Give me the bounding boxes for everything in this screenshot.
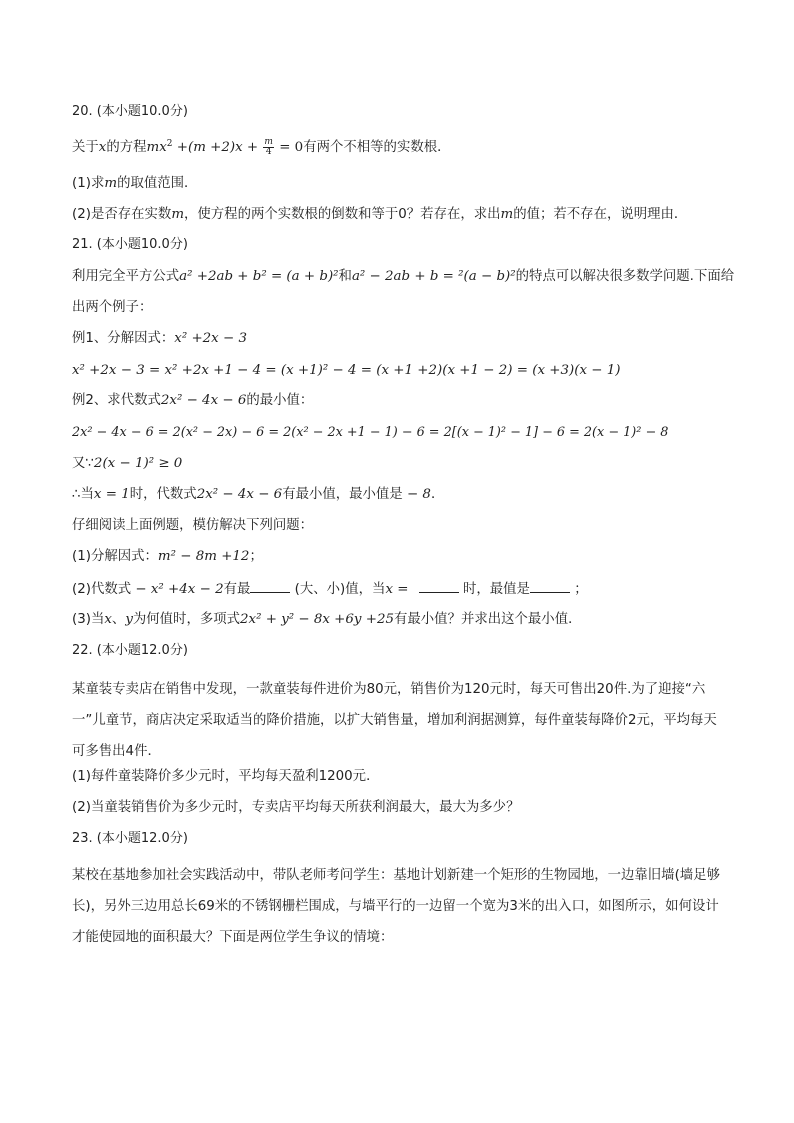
q21-example2-work: 2x² − 4x − 6 = 2(x² − 2x) − 6 = 2(x² − 2x +1 − 1) − 6 = 2[(x − 1)² − 1] − 6 = 2(x − 1)² − 8 bbox=[72, 425, 669, 440]
q21-header: 21. (本小题10.0分) bbox=[72, 237, 188, 252]
q23-header: 23. (本小题12.0分) bbox=[72, 831, 188, 846]
q22-text: 某童装专卖店在销售中发现，一款童装每件进价为80元，销售价为120元时，每天可售出20件.为了迎接“六一”儿童节，商店决定采取适当的降价措施，以扩大销售量，增加利润据测算，每件童装每降价2元，平均每天可多售出4件． bbox=[72, 682, 717, 759]
q21-example2: 例2、求代数式2x² − 4x − 6的最小值： bbox=[72, 393, 314, 408]
q22-part1: (1)每件童装降价多少元时，平均每天盈利1200元． bbox=[72, 769, 380, 784]
q21-formula2: a² − 2ab + b = ²(a − b)² bbox=[351, 269, 516, 284]
q22-header: 22. (本小题12.0分) bbox=[72, 643, 188, 658]
q21-example1-work: x² +2x − 3 = x² +2x +1 − 4 = (x +1)² − 4 = (x +1 +2)(x +1 − 2) = (x +3)(x − 1) bbox=[72, 363, 621, 378]
q21-part1: (1)分解因式：m² − 8m +12； bbox=[72, 549, 263, 564]
q20-part2: (2)是否存在实数m，使方程的两个实数根的倒数和等于0？若存在，求出m的值；若不存在，说明理由． bbox=[72, 207, 688, 222]
q21-formula1: a² +2ab + b² = (a + b)² bbox=[179, 269, 339, 284]
q20-fraction: $\frac{m}{4}$ bbox=[264, 137, 273, 157]
q20-equation: $mx^2 +(m +2)x$ + $\frac{m}{4}$ = 0 bbox=[146, 137, 304, 157]
q21-intro-line2: 出两个例子： bbox=[72, 300, 153, 315]
q21-instruction: 仔细阅读上面例题，模仿解决下列问题： bbox=[72, 518, 314, 533]
answer-blank-2[interactable] bbox=[419, 580, 459, 593]
answer-blank-1[interactable] bbox=[250, 580, 290, 593]
q21-part2: (2)代数式 − x² +4x − 2有最 (大、小)值，当x = 时，最值是 ； bbox=[72, 582, 588, 597]
q20-header: 20. (本小题10.0分) bbox=[72, 104, 188, 119]
q20-stem: 关于x的方程$mx^2 +(m +2)x$ + $\frac{m}{4}$ = 0有两个不相等的实数根． bbox=[72, 137, 451, 157]
q21-intro-line1: 利用完全平方公式a² +2ab + b² = (a + b)²和a² − 2ab + b = ²(a − b)²的特点可以解决很多数学问题.下面给 bbox=[72, 269, 735, 284]
q21-example1: 例1、分解因式：x² +2x − 3 bbox=[72, 331, 247, 346]
q21-since: 又∵2(x − 1)² ≥ 0 bbox=[72, 456, 183, 471]
q21-therefore: ∴当x = 1时，代数式2x² − 4x − 6有最小值，最小值是 − 8． bbox=[72, 487, 445, 502]
q23-text: 某校在基地参加社会实践活动中，带队老师考问学生：基地计划新建一个矩形的生物园地，一边靠旧墙(墙足够长)，另外三边用总长69米的不锈钢栅栏围成，与墙平行的一边留一个宽为3米的出入口，如图所示，如何设计才能使园地的面积最大？下面是两位学生争议的情境： bbox=[72, 868, 720, 945]
q22-part2: (2)当童装销售价为多少元时，专卖店平均每天所获利润最大，最大为多少？ bbox=[72, 800, 520, 815]
q21-part3: (3)当x、y为何值时，多项式2x² + y² − 8x +6y +25有最小值？并求出这个最小值． bbox=[72, 612, 582, 627]
q20-part1: (1)求m的取值范围． bbox=[72, 176, 198, 191]
answer-blank-3[interactable] bbox=[530, 580, 570, 593]
